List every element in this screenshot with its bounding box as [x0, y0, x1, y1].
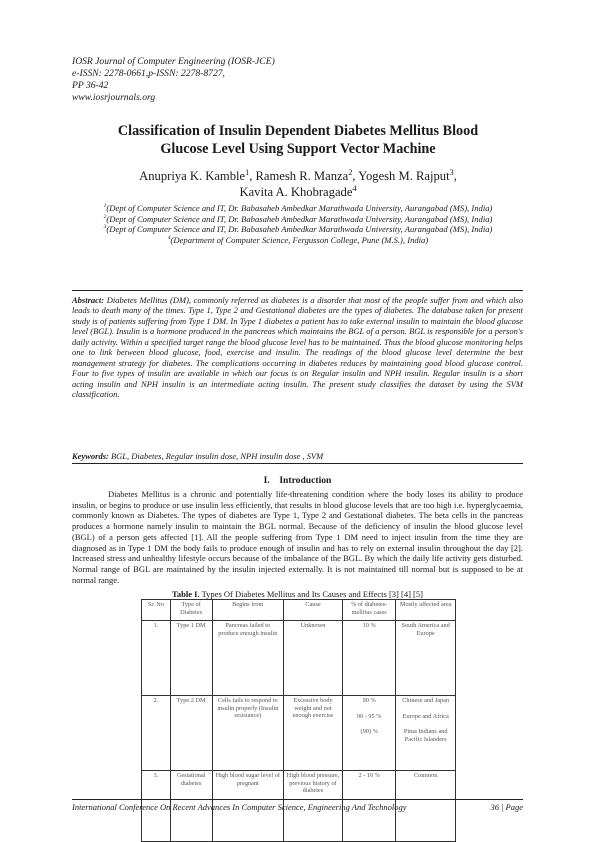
keywords-text: BGL, Diabetes, Regular insulin dose, NPH insulin dose , SVM	[110, 451, 324, 461]
author-sup: 3	[449, 167, 454, 177]
table-row	[142, 621, 456, 696]
abstract	[72, 295, 523, 400]
table-cell: Pancreas failed to produce enough insulin	[212, 621, 283, 696]
page-number: 36 | Page	[490, 802, 523, 812]
author-name: Anupriya K. Kamble	[139, 169, 246, 183]
table-cell: High blood pressure, previous history of diabetes	[284, 771, 343, 842]
journal-url[interactable]: www.iosrjournals.org	[72, 92, 156, 103]
table-cell: Unknown	[284, 621, 343, 696]
table-header: Type of Diabetes	[170, 600, 212, 621]
journal-name: IOSR Journal of Computer Engineering (IOSR-JCE)	[72, 56, 275, 67]
table-header: Begins from	[212, 600, 283, 621]
author-name: Ramesh R. Manza	[255, 169, 349, 183]
author-sup: 1	[245, 167, 250, 177]
title-line-2: Glucose Level Using Support Vector Machine	[160, 141, 436, 157]
footer-conference: International Conference On Recent Advances In Computer Science, Engineering And Technology	[72, 802, 407, 812]
table-header-row	[142, 600, 456, 621]
affiliation: $^1$(Dept of Computer Science and IT, Dr. Babasaheb Ambedkar Marathwada University, Aurangabad (MS), India)	[103, 203, 493, 213]
table-header: Mostly affected area	[396, 600, 456, 621]
table-cell: 2 - 10 %	[342, 771, 395, 842]
affiliation: $^4$(Department of Computer Science, Fergusson College, Pune (M.S.), India)	[167, 234, 429, 245]
affiliation: $^2$(Dept of Computer Science and IT, Dr. Babasaheb Ambedkar Marathwada University, Aurangabad (MS), India)	[103, 213, 493, 224]
author-sup: 4	[352, 183, 357, 193]
table-header: Sr. No	[142, 600, 171, 621]
table-cell: 3.	[142, 771, 171, 842]
section-heading	[72, 475, 523, 486]
abstract-text: Diabetes Mellitus (DM), commonly referred as diabetes is a disorder that most of the people suffer from and which also leads to death many of the times. Type 1, Type 2 and Gestational diabetes are the types of diabetes. The database taken for present study is of patients suffering from Type 1 DM. In Type 1 diabetes a patient has to take external insulin to maintain the blood glucose level (BGL). Insulin is a hormone produced in the pancreas which maintains the BGL of a person. BGL is responsible for a person's daily activity. Within a specified target range the blood glucose level has to be maintained. Thus the blood glucose monitoring helps one to link between blood glucose, food, exercise and insulin. The readings of the blood glucose level determine the best management strategy for diabetes. The complications occurring in diabetes reduces by maintaining good blood glucose control. Four to five types of insulin are available in which our focus is on Regular insulin and NPH insulin. Regular insulin is a short acting insulin and NPH insulin is an intermediate acting insulin. The present study classifies the dataset by using the SVM classification.	[72, 295, 523, 400]
table-cell: Excessive body weight and not enough exercise	[284, 696, 343, 771]
table-row	[142, 696, 456, 771]
affiliation-list	[60, 203, 536, 245]
table-cell: 2.	[142, 696, 171, 771]
intro-paragraph: Diabetes Mellitus is a chronic and potentially life-threatening condition where the body loses its ability to produce insulin, or begins to produce or use insulin less efficiently, that results in blood glucose levels that are too high i.e. hyperglycaemia, commonly known as Diabetes. The types of diabetes are Type 1, Type 2 and Gestational diabetes. The beta cells in the pancreas produces a hormone namely insulin to maintain the BGL normal. Because of the deficiency of insulin the blood glucose level (BGL) of a person gets affected [1]. All the people suffering from Type 1 DM need to inject insulin from the time they are diagnosed as in Type 1 DM the body fails to produce enough of insulin and has to rely on external insulin throughout the day [2]. Increased stress and unhealthy lifestyle occurs because of the imbalance of the BGL. By which the daily life activity gets disturbed. Normal range of BGL are maintained by the insulin injected externally. It is not maintained till normal but is supposed to be at normal range.	[72, 489, 523, 585]
title-line-1: Classification of Insulin Dependent Diabetes Mellitus Blood	[117, 123, 479, 139]
table-caption-label: Table I.	[172, 589, 200, 599]
table-cell: Common	[396, 771, 456, 842]
author-name: Yogesh M. Rajput	[358, 169, 450, 183]
journal-header	[72, 56, 532, 104]
abstract-bottom-rule	[72, 463, 523, 464]
table-cell: 90 % 90 - 95 % (90) %	[342, 696, 395, 771]
abstract-top-rule	[72, 290, 523, 291]
author-list: Anupriya K. Kamble$^1$, Ramesh R. Manza$^2$, Yogesh M. Rajput$^3$, Kavita A. Khobragade$^4$	[139, 167, 457, 199]
table-caption	[72, 589, 523, 599]
paper-title	[60, 122, 536, 158]
page-footer	[72, 802, 523, 812]
table-cell: 1.	[142, 621, 171, 696]
affiliation: $^3$(Dept of Computer Science and IT, Dr. Babasaheb Ambedkar Marathwada University, Aurangabad (MS), India)	[103, 224, 493, 235]
table-caption-text: Types Of Diabetes Mellitus and Its Causes and Effects [3] [4] [5]	[201, 589, 423, 599]
table-cell: Type 2 DM	[170, 696, 212, 771]
table-header: Cause	[284, 600, 343, 621]
table-cell: Gestational diabetes	[170, 771, 212, 842]
table-header: % of diabetes- mellitus cases	[342, 600, 395, 621]
section-number: I.	[263, 475, 270, 486]
author-name: Kavita A. Khobragade	[239, 185, 353, 199]
table-cell: High blood sugar level of pregnant	[212, 771, 283, 842]
author-sup: 2	[348, 167, 353, 177]
journal-pages: PP 36-42	[72, 80, 109, 91]
section-title: Introduction	[279, 475, 332, 486]
table-cell: Type 1 DM	[170, 621, 212, 696]
abstract-label: Abstract:	[72, 295, 105, 305]
footer-rule	[72, 799, 523, 800]
journal-issn: e-ISSN: 2278-0661,p-ISSN: 2278-8727,	[72, 68, 225, 79]
table-cell: South America and Europe	[396, 621, 456, 696]
table-cell: Cells fails to respond to insulin properly (Insulin resistance)	[212, 696, 283, 771]
keywords	[72, 451, 523, 461]
table-cell: 10 %	[342, 621, 395, 696]
table-cell: Chinese and Japan Europe and Africa Pima Indians and Pacific Islanders	[396, 696, 456, 771]
keywords-label: Keywords:	[72, 451, 109, 461]
